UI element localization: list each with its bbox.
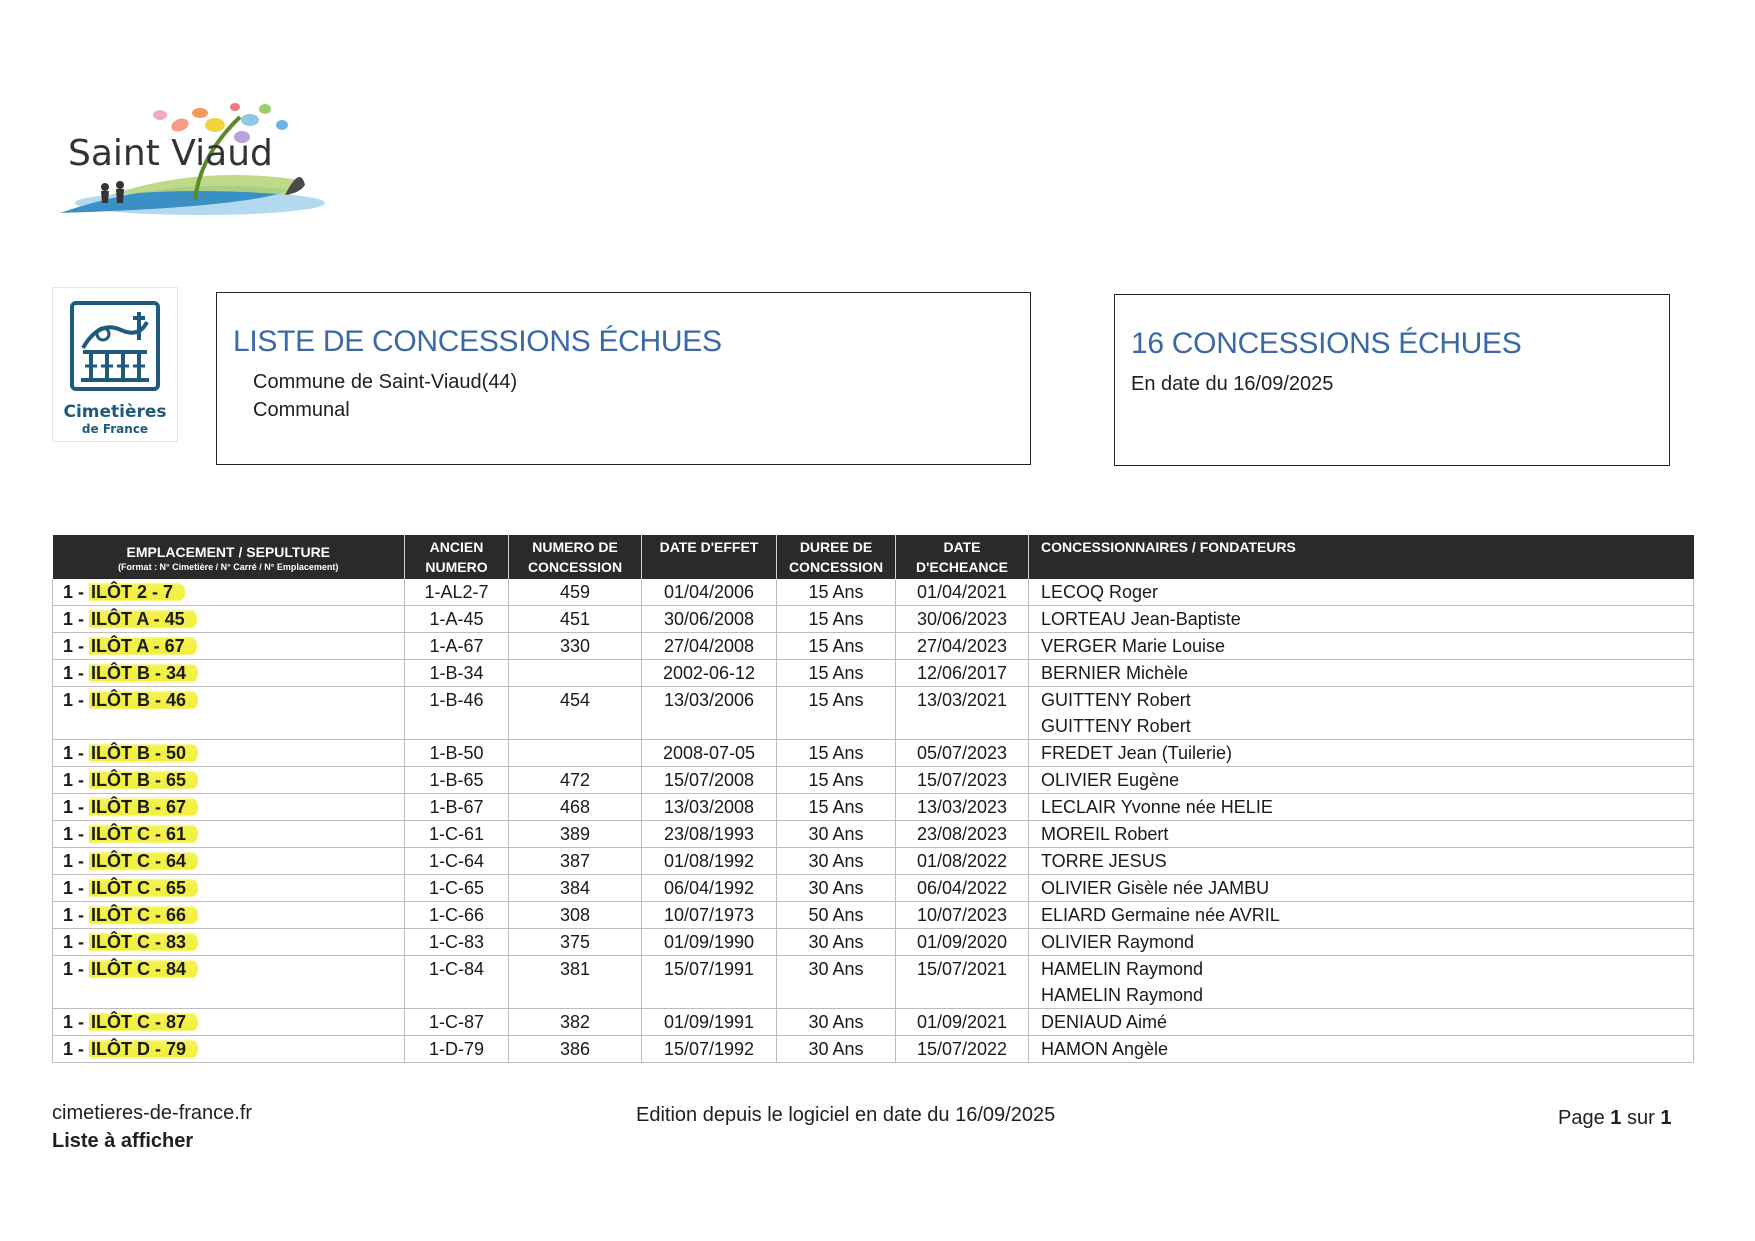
concessionnaire-name: BERNIER Michèle: [1041, 663, 1189, 683]
cell-numero: 387: [509, 848, 642, 875]
cell-emplacement: [53, 929, 405, 956]
cell-ancien: 1-B-46: [405, 687, 509, 740]
page-current: 1: [1610, 1107, 1622, 1129]
cemetery-prefix: 1 -: [63, 959, 90, 979]
cell-duree: 15 Ans: [777, 740, 896, 767]
cell-numero: 386: [509, 1036, 642, 1063]
cell-date-effet: 15/07/1991: [642, 956, 777, 1009]
cell-numero: [509, 660, 642, 687]
cemetery-prefix: 1 -: [63, 1012, 90, 1032]
concessionnaire-name: MOREIL Robert: [1041, 824, 1169, 844]
table-row: [53, 848, 1694, 875]
concessionnaire-name: FREDET Jean (Tuilerie): [1041, 743, 1233, 763]
brand-line-1: Cimetières: [63, 402, 167, 422]
col-duree: [777, 535, 896, 579]
concessions-table: [52, 535, 1694, 1063]
cell-echeance: 12/06/2017: [896, 660, 1029, 687]
ilot-highlight: ILÔT B - 65: [89, 770, 198, 790]
cell-ancien: 1-B-65: [405, 767, 509, 794]
cell-duree: 50 Ans: [777, 902, 896, 929]
cell-ancien: 1-C-65: [405, 875, 509, 902]
cell-concessionnaires: [1029, 767, 1694, 794]
page-total: 1: [1660, 1107, 1672, 1129]
table-row: [53, 606, 1694, 633]
cemetery-prefix: 1 -: [63, 609, 90, 629]
concessionnaire-name: LORTEAU Jean-Baptiste: [1041, 609, 1241, 629]
cell-concessionnaires: [1029, 929, 1694, 956]
cell-numero: 459: [509, 579, 642, 606]
concessionnaire-name: OLIVIER Gisèle née JAMBU: [1041, 878, 1270, 898]
ilot-highlight: ILÔT D - 79: [89, 1039, 198, 1059]
cell-echeance: 10/07/2023: [896, 902, 1029, 929]
cell-duree: 15 Ans: [777, 767, 896, 794]
cell-ancien: 1-B-50: [405, 740, 509, 767]
cell-date-effet: 2002-06-12: [642, 660, 777, 687]
cell-emplacement: [53, 767, 405, 794]
cell-date-effet: 15/07/1992: [642, 1036, 777, 1063]
cemetery-prefix: 1 -: [63, 878, 90, 898]
header-box: [216, 292, 1031, 465]
cell-concessionnaires: [1029, 821, 1694, 848]
col-echeance-line2: D'ECHEANCE: [915, 559, 1008, 575]
col-echeance-line1: DATE: [943, 539, 981, 555]
concessionnaire-name: GUITTENY Robert: [1041, 690, 1191, 710]
cell-date-effet: 01/08/1992: [642, 848, 777, 875]
cell-echeance: 01/09/2021: [896, 1009, 1029, 1036]
concessionnaire-name: HAMON Angèle: [1041, 1039, 1169, 1059]
cell-concessionnaires: [1029, 633, 1694, 660]
cell-ancien: 1-B-67: [405, 794, 509, 821]
ilot-highlight: ILÔT C - 65: [89, 878, 198, 898]
cell-concessionnaires: [1029, 794, 1694, 821]
cell-emplacement: [53, 740, 405, 767]
cell-concessionnaires: [1029, 956, 1694, 1009]
cell-numero: 375: [509, 929, 642, 956]
cell-date-effet: 01/09/1991: [642, 1009, 777, 1036]
table-row: [53, 875, 1694, 902]
cemetery-gate-icon: [69, 300, 161, 392]
concessionnaire-name: OLIVIER Eugène: [1041, 770, 1180, 790]
cell-duree: 15 Ans: [777, 579, 896, 606]
ilot-highlight: ILÔT C - 84: [89, 959, 198, 979]
cell-emplacement: [53, 956, 405, 1009]
cell-duree: 30 Ans: [777, 848, 896, 875]
concessionnaire-name: DENIAUD Aimé: [1041, 1012, 1168, 1032]
col-numero-line1: NUMERO DE: [532, 539, 618, 555]
summary-box: [1114, 294, 1670, 466]
ilot-highlight: ILÔT C - 61: [89, 824, 198, 844]
cell-date-effet: 01/09/1990: [642, 929, 777, 956]
cemetery-prefix: 1 -: [63, 582, 90, 602]
cell-concessionnaires: [1029, 902, 1694, 929]
cell-emplacement: [53, 902, 405, 929]
cell-echeance: 15/07/2022: [896, 1036, 1029, 1063]
cemetery-prefix: 1 -: [63, 797, 90, 817]
cell-ancien: 1-A-67: [405, 633, 509, 660]
cemetery-prefix: 1 -: [63, 690, 90, 710]
saint-viaud-logo: [50, 95, 350, 235]
cemetery-prefix: 1 -: [63, 932, 90, 952]
table-row: [53, 1036, 1694, 1063]
ilot-highlight: ILÔT C - 87: [89, 1012, 198, 1032]
cell-duree: 30 Ans: [777, 1009, 896, 1036]
cell-echeance: 27/04/2023: [896, 633, 1029, 660]
cell-emplacement: [53, 687, 405, 740]
table-row: [53, 902, 1694, 929]
cell-numero: 384: [509, 875, 642, 902]
table-row: [53, 660, 1694, 687]
ilot-highlight: ILÔT C - 66: [89, 905, 198, 925]
cimetieres-de-france-logo: [52, 287, 178, 442]
cell-duree: 15 Ans: [777, 794, 896, 821]
cell-echeance: 30/06/2023: [896, 606, 1029, 633]
concessionnaire-name: LECOQ Roger: [1041, 582, 1159, 602]
cemetery-prefix: 1 -: [63, 851, 90, 871]
cell-echeance: 15/07/2023: [896, 767, 1029, 794]
cell-numero: 454: [509, 687, 642, 740]
cell-ancien: 1-AL2-7: [405, 579, 509, 606]
cell-numero: 451: [509, 606, 642, 633]
col-duree-line1: DUREE DE: [799, 539, 873, 555]
table-row: [53, 929, 1694, 956]
table-row: [53, 767, 1694, 794]
footer-website: cimetieres-de-france.fr: [52, 1102, 253, 1124]
cell-echeance: 01/09/2020: [896, 929, 1029, 956]
cell-duree: 15 Ans: [777, 660, 896, 687]
cell-duree: 30 Ans: [777, 1036, 896, 1063]
cell-emplacement: [53, 875, 405, 902]
cell-numero: 330: [509, 633, 642, 660]
cell-echeance: 23/08/2023: [896, 821, 1029, 848]
commune-label: Commune de Saint-Viaud(44): [253, 371, 518, 393]
cell-ancien: 1-A-45: [405, 606, 509, 633]
ilot-highlight: ILÔT B - 50: [89, 743, 198, 763]
cell-numero: 468: [509, 794, 642, 821]
cell-emplacement: [53, 660, 405, 687]
footer-edition: Edition depuis le logiciel en date du 16/09/2025: [636, 1104, 1056, 1126]
table-header-row: [53, 535, 1694, 579]
ilot-highlight: ILÔT B - 34: [89, 663, 198, 683]
table-row: [53, 633, 1694, 660]
cell-date-effet: 30/06/2008: [642, 606, 777, 633]
ilot-highlight: ILÔT C - 83: [89, 932, 198, 952]
cell-duree: 30 Ans: [777, 821, 896, 848]
cell-emplacement: [53, 821, 405, 848]
cell-date-effet: 10/07/1973: [642, 902, 777, 929]
table-row: [53, 579, 1694, 606]
concessionnaire-name: LECLAIR Yvonne née HELIE: [1041, 797, 1273, 817]
cell-date-effet: 13/03/2006: [642, 687, 777, 740]
cell-date-effet: 01/04/2006: [642, 579, 777, 606]
cell-date-effet: 13/03/2008: [642, 794, 777, 821]
cell-ancien: 1-C-64: [405, 848, 509, 875]
concessionnaire-name: HAMELIN Raymond: [1041, 985, 1204, 1005]
cell-concessionnaires: [1029, 687, 1694, 740]
cell-date-effet: 23/08/1993: [642, 821, 777, 848]
ilot-highlight: ILÔT B - 67: [89, 797, 198, 817]
page-title: LISTE DE CONCESSIONS ÉCHUES: [233, 325, 722, 358]
col-ancien-line2: NUMERO: [425, 559, 488, 575]
cell-numero: 389: [509, 821, 642, 848]
cell-echeance: 01/08/2022: [896, 848, 1029, 875]
cell-ancien: 1-C-83: [405, 929, 509, 956]
col-duree-line2: CONCESSION: [788, 559, 884, 575]
col-numero: [509, 535, 642, 579]
cell-concessionnaires: [1029, 740, 1694, 767]
cell-ancien: 1-B-34: [405, 660, 509, 687]
cell-ancien: 1-C-61: [405, 821, 509, 848]
cell-concessionnaires: [1029, 875, 1694, 902]
page-indicator: [1558, 1107, 1671, 1130]
col-date-effet-label: DATE D'EFFET: [659, 539, 759, 555]
table-row: [53, 794, 1694, 821]
cell-echeance: 06/04/2022: [896, 875, 1029, 902]
concessionnaire-name: TORRE JESUS: [1041, 851, 1167, 871]
cell-emplacement: [53, 794, 405, 821]
cell-emplacement: [53, 579, 405, 606]
col-emplacement-label: EMPLACEMENT / SEPULTURE: [126, 543, 331, 560]
footer-list-label: Liste à afficher: [52, 1130, 194, 1152]
col-ancien-line1: ANCIEN: [429, 539, 484, 555]
cell-echeance: 01/04/2021: [896, 579, 1029, 606]
cell-ancien: 1-D-79: [405, 1036, 509, 1063]
cemetery-prefix: 1 -: [63, 636, 90, 656]
cell-duree: 30 Ans: [777, 956, 896, 1009]
cell-echeance: 13/03/2021: [896, 687, 1029, 740]
cell-echeance: 05/07/2023: [896, 740, 1029, 767]
table-body: [53, 579, 1694, 1063]
col-concessionnaires: [1029, 535, 1694, 579]
page-word: Page: [1558, 1107, 1605, 1129]
col-ancien: [405, 535, 509, 579]
cell-date-effet: 15/07/2008: [642, 767, 777, 794]
cell-duree: 15 Ans: [777, 633, 896, 660]
cell-emplacement: [53, 1009, 405, 1036]
cell-date-effet: 2008-07-05: [642, 740, 777, 767]
cell-emplacement: [53, 1036, 405, 1063]
ilot-highlight: ILÔT 2 - 7: [89, 582, 185, 602]
cemetery-prefix: 1 -: [63, 1039, 90, 1059]
type-label: Communal: [253, 399, 350, 421]
cell-numero: 382: [509, 1009, 642, 1036]
cell-emplacement: [53, 606, 405, 633]
table-row: [53, 821, 1694, 848]
cell-ancien: 1-C-66: [405, 902, 509, 929]
cell-emplacement: [53, 848, 405, 875]
cell-concessionnaires: [1029, 579, 1694, 606]
brand-line-2: de France: [81, 422, 149, 436]
cell-duree: 30 Ans: [777, 929, 896, 956]
summary-date: En date du 16/09/2025: [1131, 373, 1334, 395]
cell-echeance: 15/07/2021: [896, 956, 1029, 1009]
table-row: [53, 956, 1694, 1009]
cell-concessionnaires: [1029, 1009, 1694, 1036]
cell-emplacement: [53, 633, 405, 660]
col-numero-line2: CONCESSION: [527, 559, 623, 575]
ilot-highlight: ILÔT A - 67: [89, 636, 197, 656]
cell-duree: 30 Ans: [777, 875, 896, 902]
cemetery-prefix: 1 -: [63, 770, 90, 790]
cell-concessionnaires: [1029, 848, 1694, 875]
col-concessionnaires-label: CONCESSIONNAIRES / FONDATEURS: [1041, 539, 1296, 555]
col-echeance: [896, 535, 1029, 579]
cell-duree: 15 Ans: [777, 687, 896, 740]
cemetery-prefix: 1 -: [63, 905, 90, 925]
col-date-effet: [642, 535, 777, 579]
cell-numero: 472: [509, 767, 642, 794]
concessionnaire-name: VERGER Marie Louise: [1041, 636, 1226, 656]
cemetery-prefix: 1 -: [63, 824, 90, 844]
cemetery-prefix: 1 -: [63, 663, 90, 683]
concessionnaire-name: GUITTENY Robert: [1041, 716, 1191, 736]
concessionnaire-name: OLIVIER Raymond: [1041, 932, 1195, 952]
ilot-highlight: ILÔT A - 45: [89, 609, 197, 629]
concessionnaire-name: ELIARD Germaine née AVRIL: [1041, 905, 1280, 925]
logo-text: Saint Viaud: [68, 133, 273, 174]
col-emplacement-format: (Format : N° Cimetière / N° Carré / N° Emplacement): [118, 561, 339, 572]
cell-concessionnaires: [1029, 660, 1694, 687]
col-emplacement: [53, 535, 405, 579]
cell-concessionnaires: [1029, 1036, 1694, 1063]
ilot-highlight: ILÔT C - 64: [89, 851, 198, 871]
cemetery-prefix: 1 -: [63, 743, 90, 763]
cell-duree: 15 Ans: [777, 606, 896, 633]
concessionnaire-name: HAMELIN Raymond: [1041, 959, 1204, 979]
page-of: sur: [1626, 1107, 1655, 1129]
table-row: [53, 1009, 1694, 1036]
cell-numero: 308: [509, 902, 642, 929]
cell-date-effet: 06/04/1992: [642, 875, 777, 902]
ilot-highlight: ILÔT B - 46: [89, 690, 198, 710]
table-row: [53, 740, 1694, 767]
summary-title: 16 CONCESSIONS ÉCHUES: [1131, 327, 1522, 360]
saint-viaud-logo-icon: [50, 95, 350, 235]
cell-concessionnaires: [1029, 606, 1694, 633]
cell-ancien: 1-C-87: [405, 1009, 509, 1036]
cell-ancien: 1-C-84: [405, 956, 509, 1009]
table-row: [53, 687, 1694, 740]
cell-numero: [509, 740, 642, 767]
cell-echeance: 13/03/2023: [896, 794, 1029, 821]
cell-date-effet: 27/04/2008: [642, 633, 777, 660]
cell-numero: 381: [509, 956, 642, 1009]
